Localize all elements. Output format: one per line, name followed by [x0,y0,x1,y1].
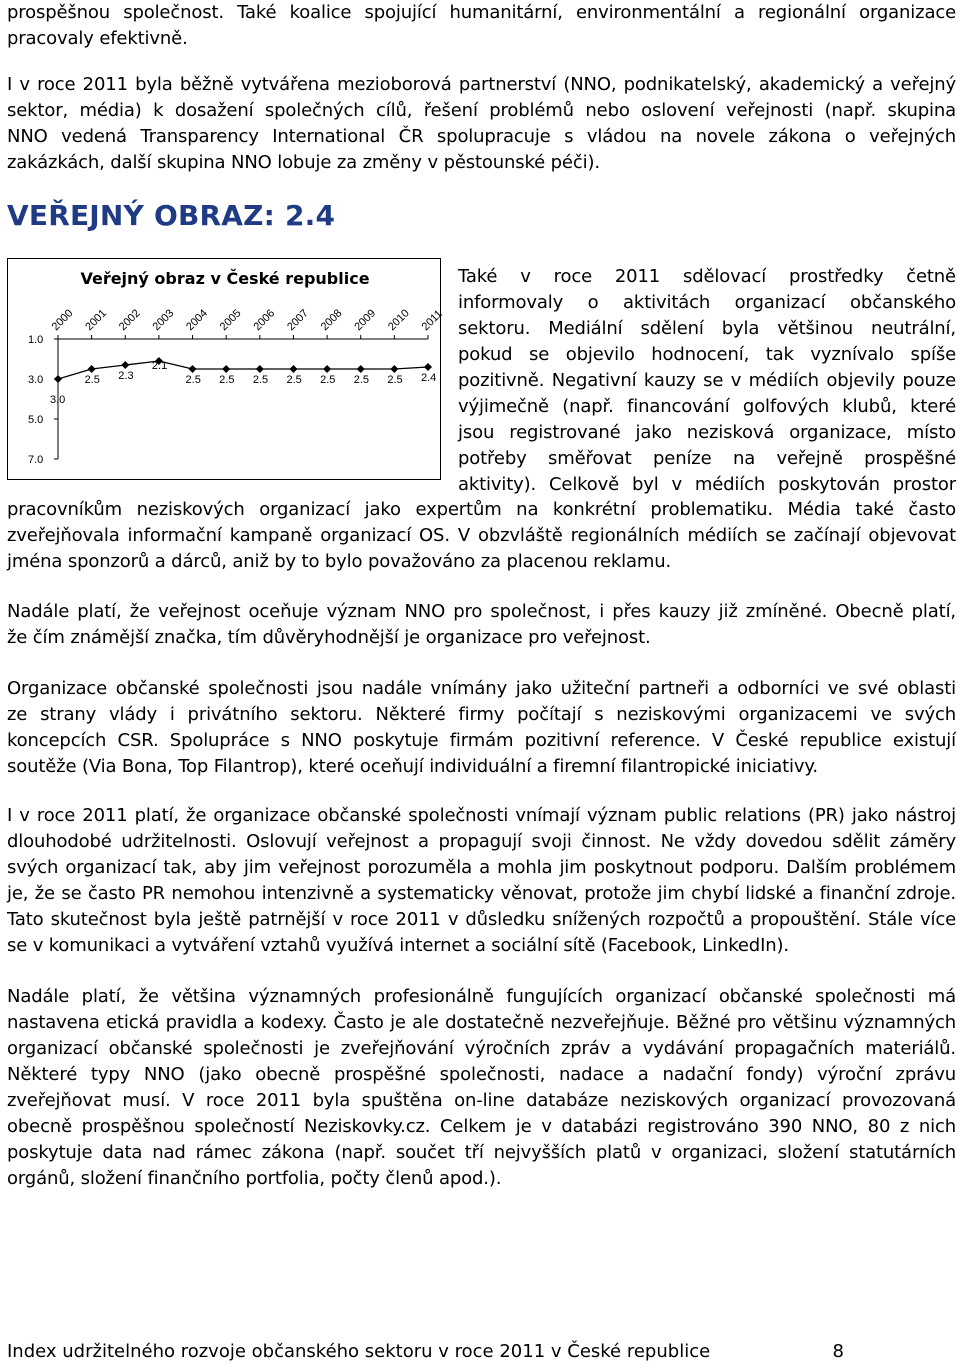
text-line: pozitivně. Negativní kauzy se v médiích objevily pouze [458,370,956,391]
series-line [58,361,428,379]
x-tick-label: 2001 [83,307,110,334]
text-line: koncepcích CSR. Spolupráce s NNO poskytuje firmám pozitivní reference. V České republice existují [7,730,956,751]
text-line: prospěšnou společnost. Také koalice spojující humanitární, environmentální a regionální organizace [7,2,956,23]
text-line: I v roce 2011 platí, že organizace občanské společnosti vnímají význam public relations (PR) jako nástroj [7,805,956,826]
x-tick-label: 2002 [116,307,143,334]
data-point [54,375,62,383]
paragraph-1 [7,0,956,52]
text-line: sektor, média) k dosažení společných cílů, řešení problémů nebo oslovení veřejnosti (např. skupina [7,100,956,121]
data-point [189,365,197,373]
x-tick-label: 2004 [184,307,210,334]
text-line: je, že se často PR nemohou intenzivně a systematicky věnovat, protože jim chybí lidské a finanční zdroje. [7,883,956,904]
text-line: zakázkách, další skupina NNO lobuje za změny v pěstounské péči). [7,152,600,173]
y-tick-label: 5.0 [28,414,44,426]
x-tick-label: 2008 [318,307,345,334]
public-image-chart [7,258,445,480]
page-number: 8 [832,1341,844,1362]
y-tick-label: 3.0 [28,374,44,386]
text-line: pracovaly efektivně. [7,28,188,49]
text-line: organizací občanské společnosti je zveřejňování výročních zpráv a vydávání propagačních materiálů. [7,1038,956,1059]
data-point [222,365,230,373]
data-label: 2.3 [118,370,134,382]
x-tick-label: 2007 [285,307,311,334]
text-line: obecně prospěšnou společností Neziskovky.cz. Celkem je v databázi registrováno 390 NNO, 80 z nich [7,1116,956,1137]
paragraph-7 [7,984,956,1192]
paragraph-5 [7,676,956,780]
text-line: svých organizací tak, aby jim veřejnost porozuměla a mohla jim poskytnout podporu. Dalším problémem [7,857,956,878]
data-point [390,365,398,373]
page-footer [7,1340,956,1364]
data-label: 2.5 [219,374,235,386]
text-line: potřeby směřovat peníze na veřejně prospěšné [458,448,956,469]
x-tick-label: 2010 [385,307,412,334]
chart-canvas [8,259,445,481]
text-line: pokud se objevilo hodnocení, tak vyznívalo spíše [458,344,956,365]
text-line: Nadále platí, že většina významných profesionálně fungujících organizací občanské společnosti má [7,986,956,1007]
text-line: Tato skutečnost byla ještě patrnější v roce 2011 v důsledku snížených rozpočtů a propouštění. Stále více [7,909,956,930]
data-label: 2.5 [252,374,269,386]
text-line: Také v roce 2011 sdělovací prostředky četně [458,266,956,287]
text-line: sektoru. Mediální sdělení byla většinou neutrální, [458,318,956,339]
data-label: 2.5 [353,374,370,386]
chart-title: Veřejný obraz v České republice [80,269,370,288]
text-line: Organizace občanské společnosti jsou nadále vnímány jako užiteční partneři a odborníci ve své oblasti [7,678,956,699]
data-label: 3.0 [50,394,66,406]
text-line: soutěže (Via Bona, Top Filantrop), které oceňují individuální a firemní filantropické iniciativy. [7,756,818,777]
text-line: nastavena etická pravidla a kodexy. Často je ale dostatečně nezveřejňuje. Běžné pro většinu významných [7,1012,956,1033]
y-tick-label: 1.0 [28,334,44,346]
data-point [256,365,264,373]
side-paragraph [458,264,956,498]
text-line: NNO vedená Transparency International ČR spolupracuje s vládou na novele zákona o veřejných [7,126,956,147]
data-label: 2.1 [151,360,168,372]
x-tick-label: 2006 [251,307,278,334]
x-tick-label: 2011 [419,307,445,334]
text-line: jména sponzorů a dárců, aniž by to bylo považováno za placenou reklamu. [7,551,672,572]
text-line: dlouhodobé udržitelnosti. Oslovují veřejnost a propagují svoji činnost. Ne vždy dovedou sdělit záměry [7,831,956,852]
text-line: poskytuje data nad rámec zákona (např. součet tří nejvyšších platů v organizaci, složení statutárních [7,1142,956,1163]
text-line: že čím známější značka, tím důvěryhodnější je organizace pro veřejnost. [7,627,651,648]
text-line: aktivity). Celkově byl v médiích poskytován prostor [458,474,956,495]
text-line: jsou registrované jako nezisková organizace, místo [458,422,956,443]
x-tick-label: 2003 [150,307,177,334]
paragraph-3-continued [7,497,956,575]
text-line: zveřejňovat musí. V roce 2011 byla spuštěna on-line databáze neziskových organizací provozovaná [7,1090,956,1111]
text-line: zveřejňovala informační kampaně organizací OS. V obzvláště regionálních médiích se začínají objevovat [7,525,956,546]
data-point [88,365,96,373]
data-label: 2.4 [421,372,437,384]
x-tick-label: 2009 [352,307,379,334]
y-tick-label: 7.0 [28,454,44,466]
text-line: Nadále platí, že veřejnost oceňuje význam NNO pro společnost, i přes kauzy již zmíněné. Obecně platí, [7,601,956,622]
paragraph-6 [7,803,956,959]
x-tick-label: 2005 [217,307,244,334]
data-label: 2.5 [286,374,302,386]
section-heading: VEŘEJNÝ OBRAZ: 2.4 [7,199,336,232]
text-line: orgánů, složení finančního portfolia, počty členů apod.). [7,1168,502,1189]
text-line: výjimečně (např. financování golfových klubů, které [458,396,956,417]
data-label: 2.5 [185,374,201,386]
paragraph-4 [7,599,956,651]
data-point [323,365,331,373]
text-line: pracovníkům neziskových organizací jako expertům na konkrétní problematiku. Média také často [7,499,956,520]
data-label: 2.5 [387,374,403,386]
data-point [424,363,432,371]
data-point [357,365,365,373]
text-line: Některé typy NNO (jako obecně prospěšné společnosti, nadace a nadační fondy) výroční zprávu [7,1064,956,1085]
data-point [289,365,297,373]
data-label: 2.5 [84,374,100,386]
text-line: ze strany vlády i privátního sektoru. Některé firmy počítají s neziskovými organizacemi ve svých [7,704,956,725]
x-tick-label: 2000 [49,307,76,334]
paragraph-2 [7,72,956,176]
data-point [121,361,129,369]
text-line: se v komunikaci a vytváření vztahů využívá internet a sociální sítě (Facebook, LinkedIn). [7,935,789,956]
data-label: 2.5 [320,374,336,386]
footer-title: Index udržitelného rozvoje občanského sektoru v roce 2011 v České republice [7,1341,711,1362]
text-line: I v roce 2011 byla běžně vytvářena mezioborová partnerství (NNO, podnikatelský, akademický a veřejný [7,74,956,95]
text-line: informovaly o aktivitách organizací občanského [458,292,956,313]
